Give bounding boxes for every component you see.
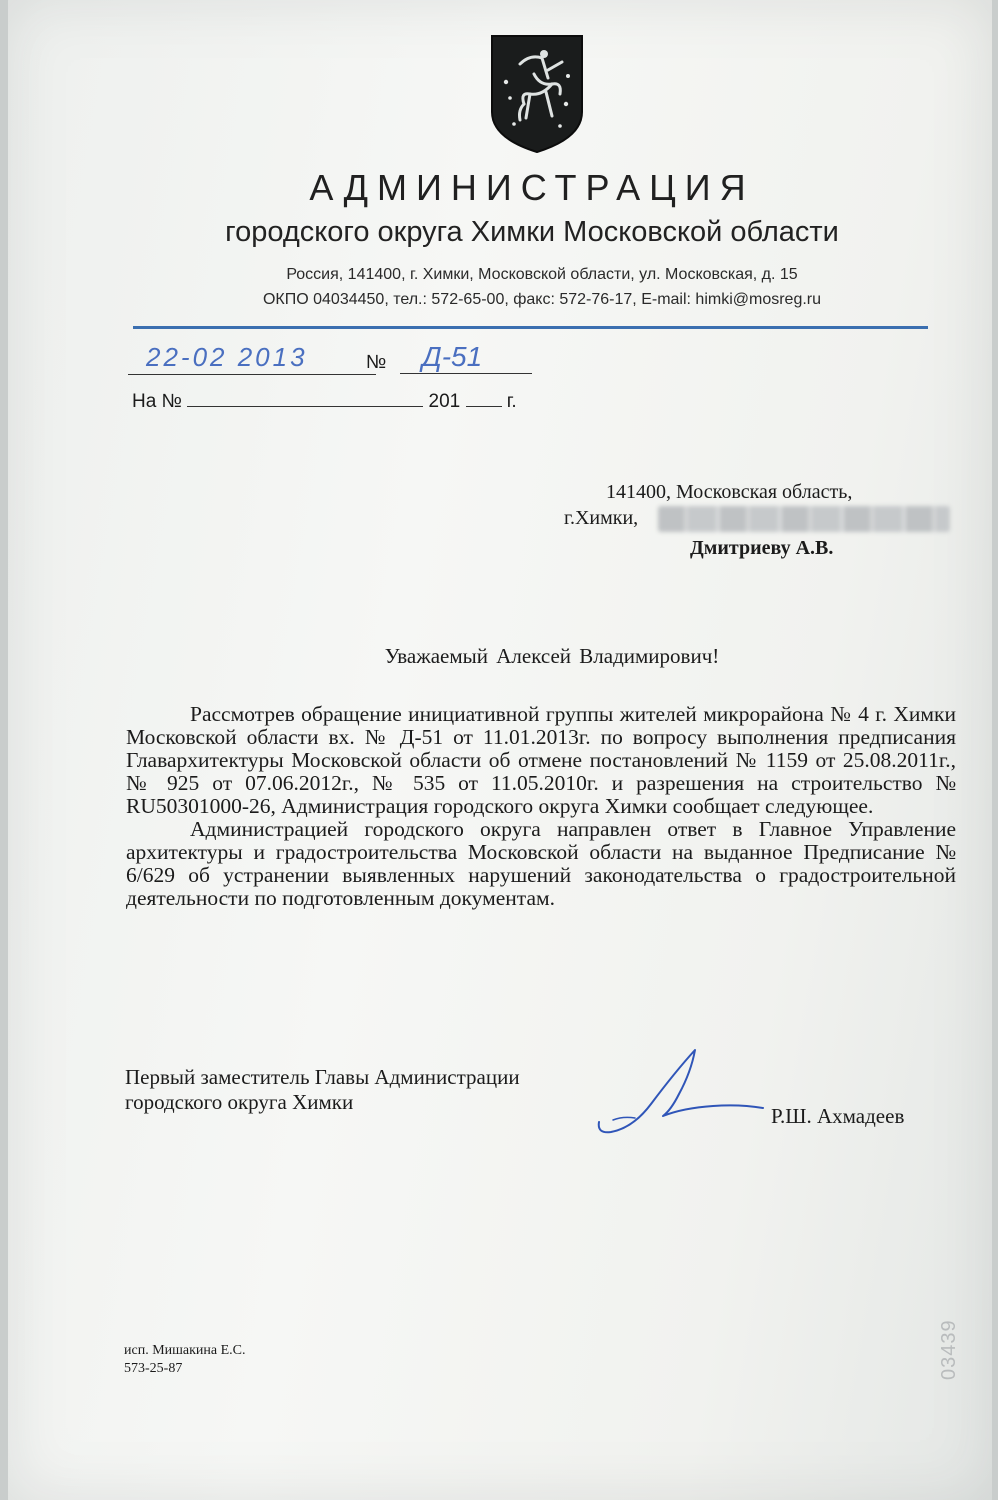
reply-suffix: г. — [506, 391, 517, 412]
outgoing-number-handwritten: Д-51 — [400, 340, 532, 374]
incoming-stamp-number: 03439 — [938, 1319, 960, 1380]
executor-phone: 573-25-87 — [124, 1361, 183, 1376]
recipient-region: 141400, Московская область, — [606, 481, 853, 503]
signatory-position — [125, 1065, 520, 1115]
reply-year: 201 — [428, 391, 461, 412]
letter-sheet — [8, 0, 992, 1500]
organization-subtitle: городского округа Химки Московской области — [225, 216, 839, 248]
reply-number-blank — [187, 388, 423, 407]
reply-prefix: На № — [132, 391, 182, 412]
outgoing-date-handwritten: 22-02 2013 — [128, 340, 376, 375]
body-paragraph-1: Рассмотрев обращение инициативной группы жителей микрорайона № 4 г. Химки Московской области вх. № Д-51 от 11.01.2013г. по вопросу выполнения предписания Главархитектуры Московской области об отмене постановлений № 1159 от 25.08.2011г., № 925 от 07.06.2012г., № 535 от 11.05.2010г. и разрешения на строительство № RU50301000-26, Администрация городского округа Химки сообщает следующее. — [126, 702, 956, 818]
signatory-name: Р.Ш. Ахмадеев — [771, 1104, 905, 1128]
organization-contacts: ОКПО 04034450, тел.: 572-65-00, факс: 572-76-17, E-mail: himki@mosreg.ru — [262, 291, 822, 308]
letter-body — [126, 703, 956, 910]
body-paragraph-2: Администрацией городского округа направлен ответ в Главное Управление архитектуры и градостроительства Московской области на выданное Предписание № 6/629 об устранении выявленных нарушений законодательства о градостроительной деятельности по подготовленным документам. — [126, 817, 956, 910]
recipient-city: г.Химки, — [564, 507, 639, 529]
salutation: Уважаемый Алексей Владимирович! — [384, 644, 720, 668]
organization-address: Россия, 141400, г. Химки, Московской области, ул. Московская, д. 15 — [286, 266, 798, 283]
executor-name: исп. Мишакина Е.С. — [124, 1343, 246, 1358]
executor-info — [124, 1342, 246, 1378]
outgoing-number-sign: № — [366, 352, 387, 373]
reply-reference-line — [132, 388, 517, 413]
redacted-address — [658, 506, 950, 532]
header-divider — [133, 326, 928, 329]
signatory-position-line-2: городского округа Химки — [125, 1090, 354, 1114]
recipient-name: Дмитриеву А.В. — [690, 537, 834, 559]
reply-year-blank — [466, 388, 502, 407]
khimki-coat-of-arms-icon — [490, 34, 584, 154]
organization-title: АДМИНИСТРАЦИЯ — [309, 167, 755, 208]
handwritten-signature — [593, 1042, 768, 1142]
signatory-position-line-1: Первый заместитель Главы Администрации — [125, 1065, 520, 1089]
